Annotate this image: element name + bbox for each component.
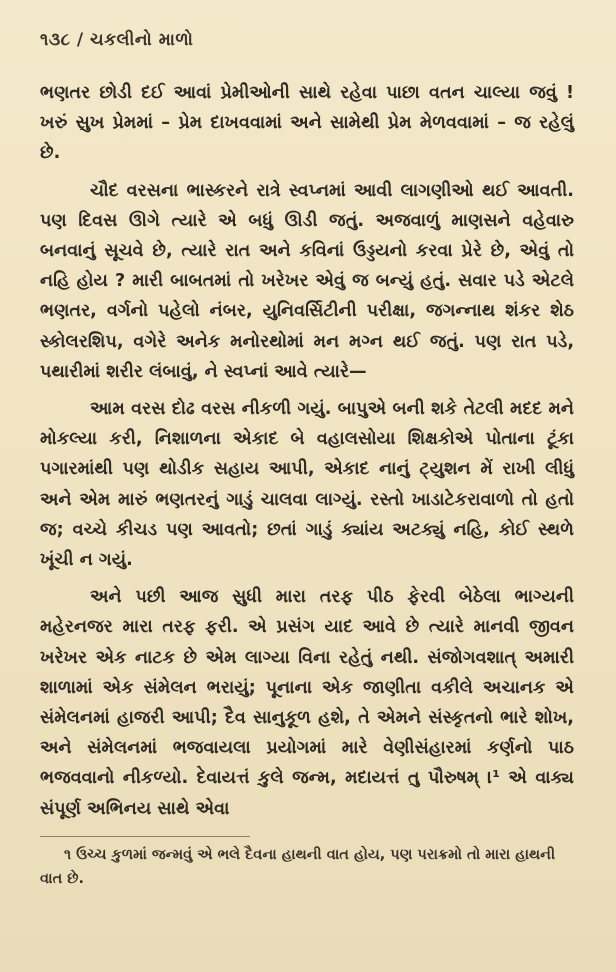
footnote-divider (40, 836, 250, 837)
footnote (40, 843, 574, 891)
paragraph-2: ચૌદ વરસના ભાસ્કરને રાત્રે સ્વપ્નમાં આવી લાગણીઓ થઈ આવતી. પણ દિવસ ઊગે ત્યારે એ બધું ઊડી જતું. અજવાળું માણસને વહેવારુ બનવાનું સૂચવે છે, ત્યારે રાત અને કવિનાં ઉડ્ડયનો કરવા પ્રેરે છે, એવું તો નહિ હોય ? મારી બાબતમાં તો ખરેખર એવું જ બન્યું હતું. સવાર પડે એટલે ભણતર, વર્ગનો પહેલો નંબર, યુનિવર્સિટીની પરીક્ષા, જગન્નાથ શંકર શેઠ સ્કોલરશિપ, વગેરે અનેક મનોરથોમાં મન મગ્ન થઈ જતું. પણ રાત પડે, પથારીમાં શરીર લંબાવું, ને સ્વપ્નાં આવે ત્યારે— (40, 180, 574, 382)
running-head: ૧૩૮ / ચકલીનો માળો (40, 30, 194, 50)
footnote-text: ૧ ઉચ્ચ કુળમાં જન્મવું એ ભલે દૈવના હાથની વાત હોય, પણ પરાક્રમો તો મારા હાથની વાત છે. (40, 846, 556, 887)
paragraph-1: ભણતર છોડી દઈ આવાં પ્રેમીઓની સાથે રહેવા પાછા વતન ચાલ્યા જવું ! ખરું સુખ પ્રેમમાં – પ્રેમ દાખવવામાં અને સામેથી પ્રેમ મેળવવામાં – જ રહેલું છે. (40, 83, 574, 164)
paragraph-3: આમ વરસ દોઢ વરસ નીકળી ગયું. બાપુએ બની શકે તેટલી મદદ મને મોકલ્યા કરી, નિશાળના એકાદ બે વહાલસોયા શિક્ષકોએ પોતાના ટૂંકા પગારમાંથી પણ થોડીક સહાય આપી, એકાદ નાનું ટ્યુશન મેં રાખી લીધું અને એમ મારું ભણતરનું ગાડું ચાલવા લાગ્યું. રસ્તો ખાડાટેકરાવાળો તો હતો જ; વચ્ચે કીચડ પણ આવતો; છતાં ગાડું ક્યાંય અટક્યું નહિ, કોઈ સ્થળે ખૂંચી ન ગયું. (40, 399, 574, 571)
paragraph-4: અને પછી આજ સુધી મારા તરફ પીઠ ફેરવી બેઠેલા ભાગ્યની મહેરનજર મારા તરફ ફરી. એ પ્રસંગ યાદ આવે છે ત્યારે માનવી જીવન ખરેખર એક નાટક છે એમ લાગ્યા વિના રહેતું નથી. સંજોગવશાત્ અમારી શાળામાં એક સંમેલન ભરાયું; પૂનાના એક જાણીતા વકીલે અચાનક એ સંમેલનમાં હાજરી આપી; દૈવ સાનુકૂળ હશે, તે એમને સંસ્કૃતનો ભારે શોખ, અને સંમેલનમાં ભજવાયલા પ્રયોગમાં મારે વેણીસંહારમાં કર્ણનો પાઠ ભજવવાનો નીકળ્યો. દેવાયત્તં કુલે જન્મ, મદાયત્તં તુ પૌરુષમ્ ।¹ એ વાક્ય સંપૂર્ણ અભિનય સાથે એવા (40, 587, 574, 819)
body-text (40, 78, 574, 824)
